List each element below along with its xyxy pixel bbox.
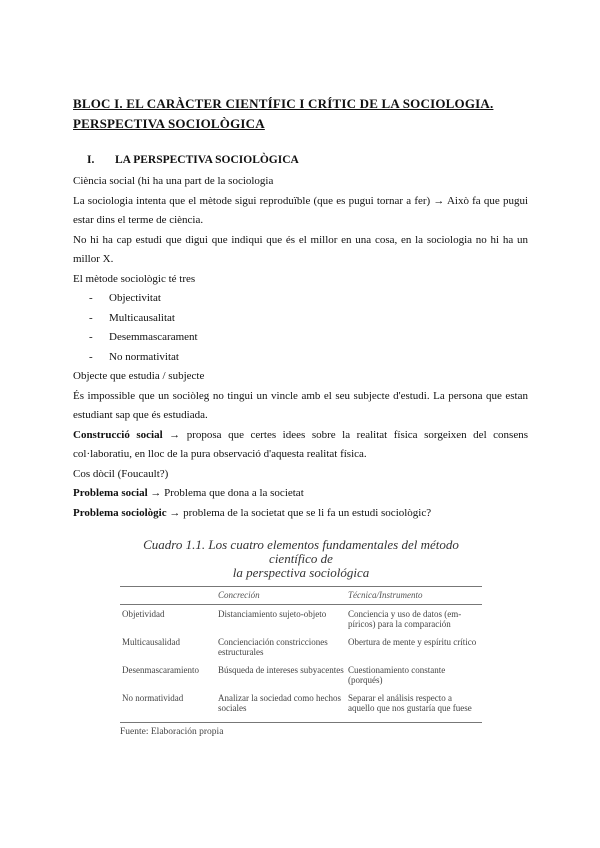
- section-heading: [87, 154, 528, 166]
- list-item-label: No normativitat: [109, 350, 179, 363]
- title-line-2: PERSPECTIVA SOCIOLÒGICA: [73, 116, 265, 131]
- list-item: [89, 309, 528, 329]
- term-problema-sociologic: Problema sociològic: [73, 506, 167, 519]
- method-list: [73, 289, 528, 367]
- paragraph-8: Cos dòcil (Foucault?): [73, 467, 169, 480]
- elements-table: [120, 586, 482, 723]
- paragraph-9: [73, 484, 528, 504]
- header-tecnica: Técnica/Instrumento: [346, 587, 482, 605]
- table-cell: Desenmascaramiento: [122, 664, 199, 675]
- table-header-row: [120, 587, 482, 605]
- list-dash: -: [89, 350, 93, 363]
- term-problema-social: Problema social: [73, 487, 148, 499]
- list-item: [89, 328, 528, 348]
- caption-line-2: la perspectiva sociológica: [232, 565, 370, 580]
- list-item: [89, 289, 528, 309]
- paragraph-6: És impossible que un sociòleg no tingui un vincle amb el seu subjecte d'estudi. La persona que estan estudiant sap que és estudiada.: [73, 389, 528, 421]
- definition-text: → proposa que certes idees sobre la realitat física sorgeixen del consens col·laboratiu, en lloc de la pura observació d'aquesta realitat física.: [73, 428, 528, 460]
- paragraph-2: La sociologia intenta que el mètode sigui reproduïble (que es pugui tornar a fer) → Això fa que pugui estar dins el terme de ciència.: [73, 194, 528, 226]
- table-cell: Conciencia y uso de datos (empíricos) para la comparación: [348, 608, 462, 629]
- paragraph-7: [73, 426, 528, 465]
- header-empty: [120, 587, 216, 605]
- table-cell: Separar el análisis respecto a aquello que nos gustaría que fuese: [346, 689, 482, 723]
- section-number: I.: [87, 154, 95, 166]
- document-title: [73, 94, 528, 134]
- paragraph-3: No hi ha cap estudi que digui que indiqui que és el millor en una cosa, en la sociologia no hi ha un millor X.: [73, 233, 528, 265]
- list-item-label: Desemmascarament: [109, 331, 198, 343]
- term-construccio-social: Construcció social: [73, 428, 163, 441]
- table-cell: Analizar la sociedad como hechos sociales: [216, 689, 346, 723]
- section-label: LA PERSPECTIVA SOCIOLÒGICA: [115, 154, 299, 166]
- table-cell: Distanciamiento sujeto-objeto: [218, 608, 327, 619]
- list-item: [89, 348, 528, 368]
- list-dash: -: [89, 331, 93, 343]
- table-cell: Búsqueda de intereses subyacentes: [218, 664, 344, 675]
- table-cell: Cuestionamiento constante (porqués): [348, 664, 446, 685]
- list-item-label: Objectivitat: [109, 292, 161, 304]
- definition-text: → Problema que dona a la societat: [147, 487, 304, 499]
- list-dash: -: [89, 292, 93, 304]
- paragraph-5: Objecte que estudia / subjecte: [73, 370, 205, 382]
- caption-line-1: Cuadro 1.1. Los cuatro elementos fundamentales del método científico de: [143, 537, 459, 566]
- table-source: Fuente: Elaboración propia: [120, 726, 224, 737]
- paragraph-1: Ciència social (hi ha una part de la sociologia: [73, 175, 274, 187]
- header-concrecion: Concreción: [216, 587, 346, 605]
- table-row: [120, 604, 482, 633]
- list-dash: -: [89, 311, 93, 324]
- title-line-1: BLOC I. EL CARÀCTER CIENTÍFIC I CRÍTIC DE LA SOCIOLOGIA.: [73, 96, 494, 111]
- table-row: [120, 689, 482, 723]
- table-cell: No normatividad: [120, 689, 216, 723]
- table-figure: [120, 538, 482, 737]
- table-row: [120, 661, 482, 689]
- table-cell: Obertura de mente y espíritu crítico: [348, 636, 477, 647]
- table-cell: Multicausalidad: [122, 636, 180, 647]
- document-body: [73, 94, 528, 523]
- paragraph-4: El mètode sociològic té tres: [73, 272, 196, 285]
- table-cell: Concienciación constricciones estructurales: [218, 636, 328, 657]
- list-item-label: Multicausalitat: [109, 311, 175, 324]
- paragraph-10: [73, 504, 528, 524]
- definition-text: → problema de la societat que se li fa un estudi sociològic?: [166, 506, 432, 519]
- table-row: [120, 633, 482, 661]
- table-cell: Objetividad: [122, 608, 165, 619]
- figure-caption: [120, 538, 482, 580]
